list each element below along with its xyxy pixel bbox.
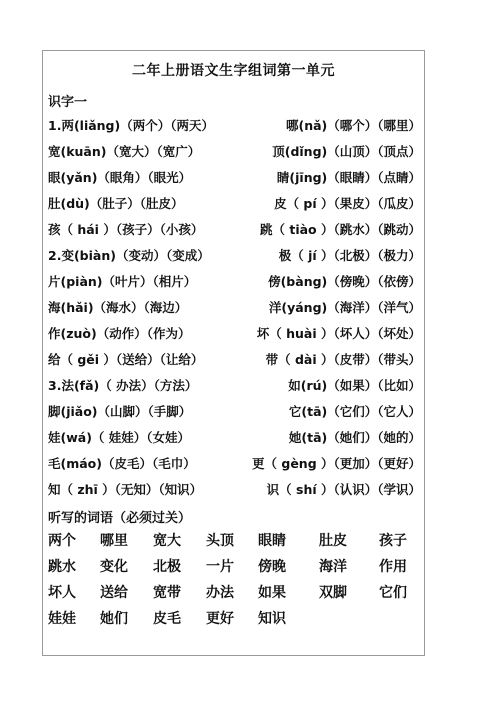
vocab-entry-right: 哪(nǎ)（哪个）（哪里） [285,118,421,133]
dictation-word: 知识 [258,611,286,627]
dictation-word: 眼睛 [258,533,286,549]
vocab-entry-right: 傍(bàng)（傍晚）（依傍） [268,274,421,289]
dictation-word: 它们 [379,585,407,601]
vocab-entry-right: 坏（ huài ）（坏人）（坏处） [256,326,421,341]
dictation-word: 肚皮 [319,533,347,549]
dictation-word: 送给 [100,585,128,601]
dictation-row [43,608,424,628]
dictation-word: 娃娃 [48,611,76,627]
vocab-row [43,350,424,368]
dictation-word: 两个 [48,533,76,549]
section-heading-literacy: 识字一 [48,95,88,110]
dictation-word: 办法 [206,585,234,601]
vocab-row [43,324,424,342]
dictation-word: 作用 [379,559,407,575]
vocab-entry-left: 眼(yǎn)（眼角）（眼光） [48,170,192,185]
dictation-word: 宽大 [153,533,181,549]
vocab-row [43,194,424,212]
dictation-row [43,582,424,602]
vocab-row [43,272,424,290]
page-title: 二年上册语文生字组词第一单元 [132,63,335,79]
vocab-entry-left: 片(piàn)（叶片）（相片） [48,274,197,289]
vocab-entry-right: 睛(jīng)（眼睛）（点睛） [276,170,421,185]
vocab-entry-right: 她(tā)（她们）（她的） [288,430,421,445]
section-heading-dictation: 听写的词语（必须过关） [48,511,192,526]
vocab-row [43,454,424,472]
dictation-word: 头顶 [206,533,234,549]
vocab-entry-left: 脚(jiǎo)（山脚）（手脚） [48,404,192,419]
vocab-row [43,142,424,160]
vocab-entry-left: 孩（ hái ）（孩子）（小孩） [48,222,204,237]
vocab-entry-right: 极（ jí ）（北极）（极力） [278,248,421,263]
vocab-entry-left: 肚(dù)（肚子）（肚皮） [48,196,184,211]
dictation-word: 一片 [206,559,234,575]
vocab-row [43,376,424,394]
vocab-row [43,116,424,134]
dictation-word: 变化 [100,559,128,575]
dictation-word: 皮毛 [153,611,181,627]
vocab-entry-right: 跳（ tiào ）（跳水）（跳动） [260,222,421,237]
vocab-entry-right: 识（ shí ）（认识）（学识） [266,482,421,497]
dictation-word: 宽带 [153,585,181,601]
dictation-word: 跳水 [48,559,76,575]
vocab-entry-left: 2.变(biàn)（变动）（变成） [48,248,210,263]
vocab-entry-left: 宽(kuān)（宽大）（宽广） [48,144,201,159]
vocab-row [43,220,424,238]
vocab-entry-right: 皮（ pí ）（果皮）（瓜皮） [274,196,421,211]
vocab-entry-left: 作(zuò)（动作）（作为） [48,326,191,341]
dictation-row [43,530,424,550]
vocab-row [43,402,424,420]
dictation-word: 坏人 [48,585,76,601]
vocab-entry-left: 海(hǎi)（海水）（海边） [48,300,188,315]
dictation-word: 哪里 [100,533,128,549]
vocab-entry-right: 它(tā)（它们）（它人） [288,404,421,419]
dictation-word: 北极 [153,559,181,575]
vocab-row [43,246,424,264]
dictation-word: 更好 [206,611,234,627]
vocab-entry-right: 如(rú)（如果）（比如） [288,378,421,393]
vocab-entry-right: 洋(yáng)（海洋）（洋气） [268,300,421,315]
vocab-entry-right: 顶(dǐng)（山顶）（顶点） [272,144,421,159]
dictation-word: 傍晚 [258,559,286,575]
vocab-entry-left: 毛(máo)（皮毛）（毛巾） [48,456,196,471]
dictation-word: 海洋 [319,559,347,575]
dictation-word: 她们 [100,611,128,627]
vocab-entry-left: 3.法(fǎ)（ 办法）（方法） [48,378,198,393]
vocab-row [43,428,424,446]
vocab-entry-right: 带（ dài ）（皮带）（带头） [265,352,421,367]
vocab-row [43,298,424,316]
vocab-entry-left: 1.两(liǎng)（两个）（两天） [48,118,214,133]
vocab-entry-left: 给（ gěi ）（送给）（让给） [48,352,204,367]
vocab-entry-left: 知（ zhī ）（无知）（知识） [48,482,203,497]
dictation-row [43,556,424,576]
vocab-entry-right: 更（ gèng ）（更加）（更好） [252,456,421,471]
dictation-word: 孩子 [379,533,407,549]
vocab-entry-left: 娃(wá)（ 娃娃）（女娃） [48,430,191,445]
vocab-row [43,480,424,498]
vocab-row [43,168,424,186]
worksheet-page [42,50,425,656]
dictation-word: 如果 [258,585,286,601]
dictation-word: 双脚 [319,585,347,601]
